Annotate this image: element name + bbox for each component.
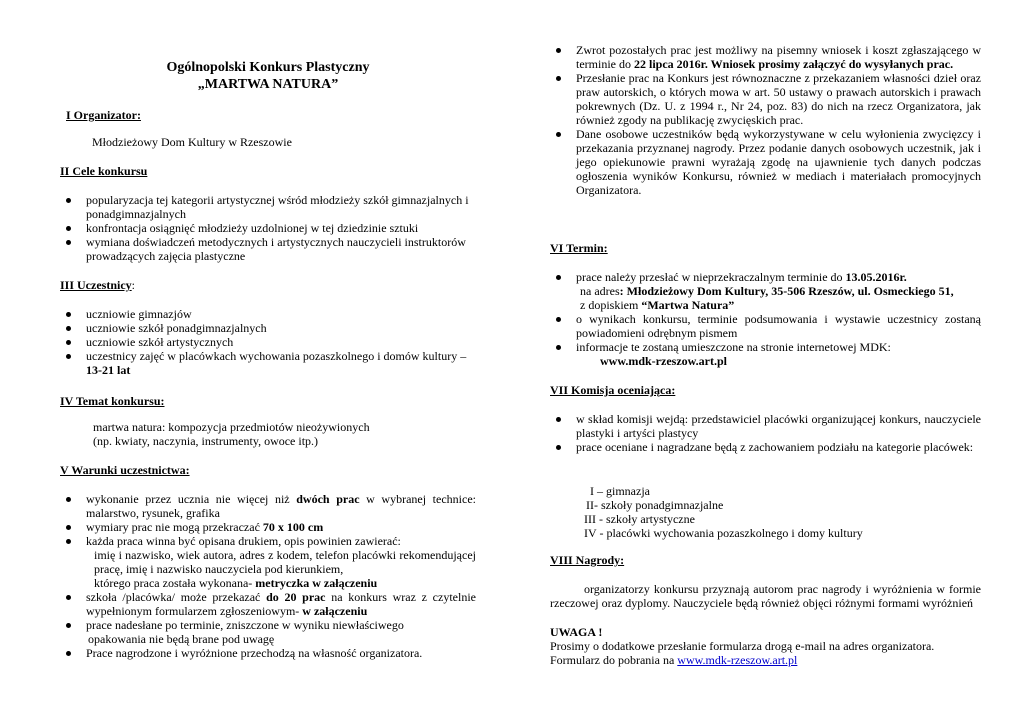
- section-heading: VIII Nagrody:: [550, 553, 625, 567]
- goals-list: [60, 193, 476, 263]
- list-item: [550, 270, 981, 312]
- notice-line-1: Prosimy o dodatkowe przesłanie formularza drogą e-mail na adres organizatora.: [550, 639, 935, 653]
- list-item: uczniowie gimnazjów: [60, 307, 476, 321]
- notice-line-2: [550, 653, 981, 667]
- notice-text: Formularz do pobrania na: [550, 653, 678, 667]
- title-line-2: „MARTWA NATURA”: [197, 77, 339, 92]
- list-item: uczniowie szkół artystycznych: [60, 335, 476, 349]
- section-heading: V Warunki uczestnictwa:: [60, 463, 190, 477]
- list-item: prace oceniane i nagradzane będą z zachowaniem podziału na kategorie placówek:: [550, 440, 981, 454]
- item-text: wymiary prac nie mogą przekraczać: [86, 520, 263, 534]
- section-heading: VI Termin:: [550, 241, 608, 255]
- category-item: III - szkoły artystyczne: [584, 512, 695, 526]
- item-text: na adres: [580, 284, 620, 298]
- item-text: Zwrot pozostałych prac jest możliwy na pisemny wniosek i koszt zgłaszającego w terminie do: [576, 43, 981, 71]
- annotation-text: “Martwa Natura”: [641, 298, 735, 312]
- item-text: prace należy przesłać w nieprzekraczalnym terminie do: [576, 270, 846, 284]
- item-text: z dopiskiem: [580, 298, 642, 312]
- item-bold: 70 x 100 cm: [262, 520, 324, 534]
- list-item: wymiana doświadczeń metodycznych i artystycznych nauczycieli instruktorów prowadzących zajęcia plastyczne: [60, 235, 476, 263]
- list-item: Przesłanie prac na Konkurs jest równoznaczne z przekazaniem własności dzieł oraz praw autorskich, o których mowa w art. 50 ustawy o prawach autorskich i prawach pokrewnych (Dz. U. z 1994 r., Nr 24, poz. 83) do nich na rzecz Organizatora, jak również zgody na publikację zwycięskich prac.: [550, 71, 981, 127]
- notice-block: [550, 625, 981, 667]
- category-item: IV - placówki wychowania pozaszkolnego i domy kultury: [584, 526, 863, 540]
- list-item: popularyzacja tej kategorii artystycznej wśród młodzieży szkół gimnazjalnych i ponadgimnazjalnych: [60, 193, 476, 221]
- item-text: opakowania nie będą brane pod uwagę: [88, 632, 275, 646]
- section-topic-heading: [60, 394, 476, 408]
- section-deadline-heading: [550, 241, 981, 255]
- jury-list: [550, 412, 981, 454]
- deadline-date: 13.05.2016r.: [845, 270, 907, 284]
- list-item: [550, 43, 981, 71]
- topic-line-1: martwa natura: kompozycja przedmiotów nieożywionych: [93, 420, 370, 434]
- list-item: Dane osobowe uczestników będą wykorzystywane w celu wyłonienia zwycięzcy i przekazania przyznanej nagrody. Przez podanie danych osobowych uczestnik, jak i jego opiekunowie prawni wyrażają zgodę na ujawnienie tych danych podczas ogłoszenia wyników Konkursu, również w mediach i materiałach promocyjnych Organizatora.: [550, 127, 981, 197]
- list-item: [60, 349, 476, 377]
- item-bold: do 20 prac: [266, 590, 326, 604]
- item-bold: dwóch prac: [296, 492, 360, 506]
- list-item: [60, 618, 476, 646]
- section-prizes-heading: [550, 553, 981, 567]
- list-item: w skład komisji wejdą: przedstawiciel placówki organizującej konkurs, nauczyciele plastyki i artyści plastycy: [550, 412, 981, 440]
- category-item: I – gimnazja: [590, 484, 650, 498]
- section-organizer: [66, 108, 476, 122]
- item-text: uczestnicy zajęć w placówkach wychowania pozaszkolnego i domów kultury –: [86, 349, 467, 363]
- item-text: wykonanie przez ucznia nie więcej niż: [86, 492, 297, 506]
- section-participants-heading: [60, 278, 476, 292]
- list-item: [550, 340, 981, 368]
- list-item: uczniowie szkół ponadgimnazjalnych: [60, 321, 476, 335]
- section-heading: III Uczestnicy: [60, 278, 132, 292]
- section-goals-heading: [60, 164, 476, 178]
- item-text: w wybranej technice: malarstwo, rysunek, grafika: [86, 492, 476, 520]
- list-item: [60, 534, 476, 590]
- item-text: każda praca winna być opisana drukiem, opis powinien zawierać:: [86, 534, 401, 548]
- section-jury-heading: [550, 383, 981, 397]
- list-item: [60, 492, 476, 520]
- form-download-link[interactable]: www.mdk-rzeszow.art.pl: [677, 653, 798, 667]
- list-item: konfrontacja osiągnięć młodzieży uzdolnionej w tej dziedzinie sztuki: [60, 221, 476, 235]
- notice-heading: UWAGA !: [550, 625, 603, 639]
- heading-colon: :: [131, 278, 135, 292]
- prizes-text: organizatorzy konkursu przyznają autorom prac nagrody i wyróżnienia w formie rzeczowej oraz dyplomy. Nauczyciele będą również objęci różnymi formami wyróżnień: [550, 582, 981, 610]
- item-text: prace nadesłane po terminie, zniszczone w wyniku niewłaściwego: [86, 618, 404, 632]
- topic-line-2: (np. kwiaty, naczynia, instrumenty, owoce itp.): [93, 434, 319, 448]
- categories-list: [584, 484, 981, 540]
- participants-list: [60, 307, 476, 377]
- topic-text: [93, 420, 476, 448]
- list-item: [60, 520, 476, 534]
- title-line-1: Ogólnopolski Konkurs Plastyczny: [166, 60, 370, 75]
- section-heading: I Organizator:: [66, 108, 141, 122]
- section-heading: II Cele konkursu: [60, 164, 148, 178]
- age-range: 13-21 lat: [86, 363, 131, 377]
- category-item: II- szkoły ponadgimnazjalne: [586, 498, 724, 512]
- item-text: informacje te zostaną umieszczone na stronie internetowej MDK:: [576, 340, 891, 354]
- item-text: na konkurs wraz z czytelnie wypełnionym formularzem zgłoszeniowym-: [86, 590, 476, 618]
- item-bold: 22 lipca 2016r. Wniosek prosimy załączyć do wysyłanych prac.: [633, 57, 954, 71]
- document-title: [60, 59, 476, 93]
- item-bold: w załączeniu: [302, 604, 368, 618]
- deadline-list: [550, 270, 981, 368]
- item-text: szkoła /placówka/ może przekazać: [86, 590, 267, 604]
- item-bold: metryczka w załączeniu: [255, 576, 378, 590]
- section-conditions-heading: [60, 463, 476, 477]
- item-text: imię i nazwisko, wiek autora, adres z kodem, telefon placówki rekomendującej pracę, imię i nazwisko nauczyciela pod kierunkiem,: [94, 548, 476, 576]
- item-text: którego praca została wykonana-: [94, 576, 256, 590]
- address: : Młodzieżowy Dom Kultury, 35-506 Rzeszów, ul. Osmeckiego 51,: [619, 284, 954, 298]
- organizer-name: Młodzieżowy Dom Kultury w Rzeszowie: [92, 135, 292, 149]
- section-heading: VII Komisja oceniająca:: [550, 383, 676, 397]
- website-url: www.mdk-rzeszow.art.pl: [600, 354, 727, 368]
- list-item: [60, 590, 476, 618]
- section-heading: IV Temat konkursu:: [60, 394, 165, 408]
- conditions-list: [60, 492, 476, 660]
- list-item: o wynikach konkursu, terminie podsumowania i wystawie uczestnicy zostaną powiadomieni odrębnym pismem: [550, 312, 981, 340]
- return-rights-list: [550, 43, 981, 197]
- list-item: Prace nagrodzone i wyróżnione przechodzą na własność organizatora.: [60, 646, 476, 660]
